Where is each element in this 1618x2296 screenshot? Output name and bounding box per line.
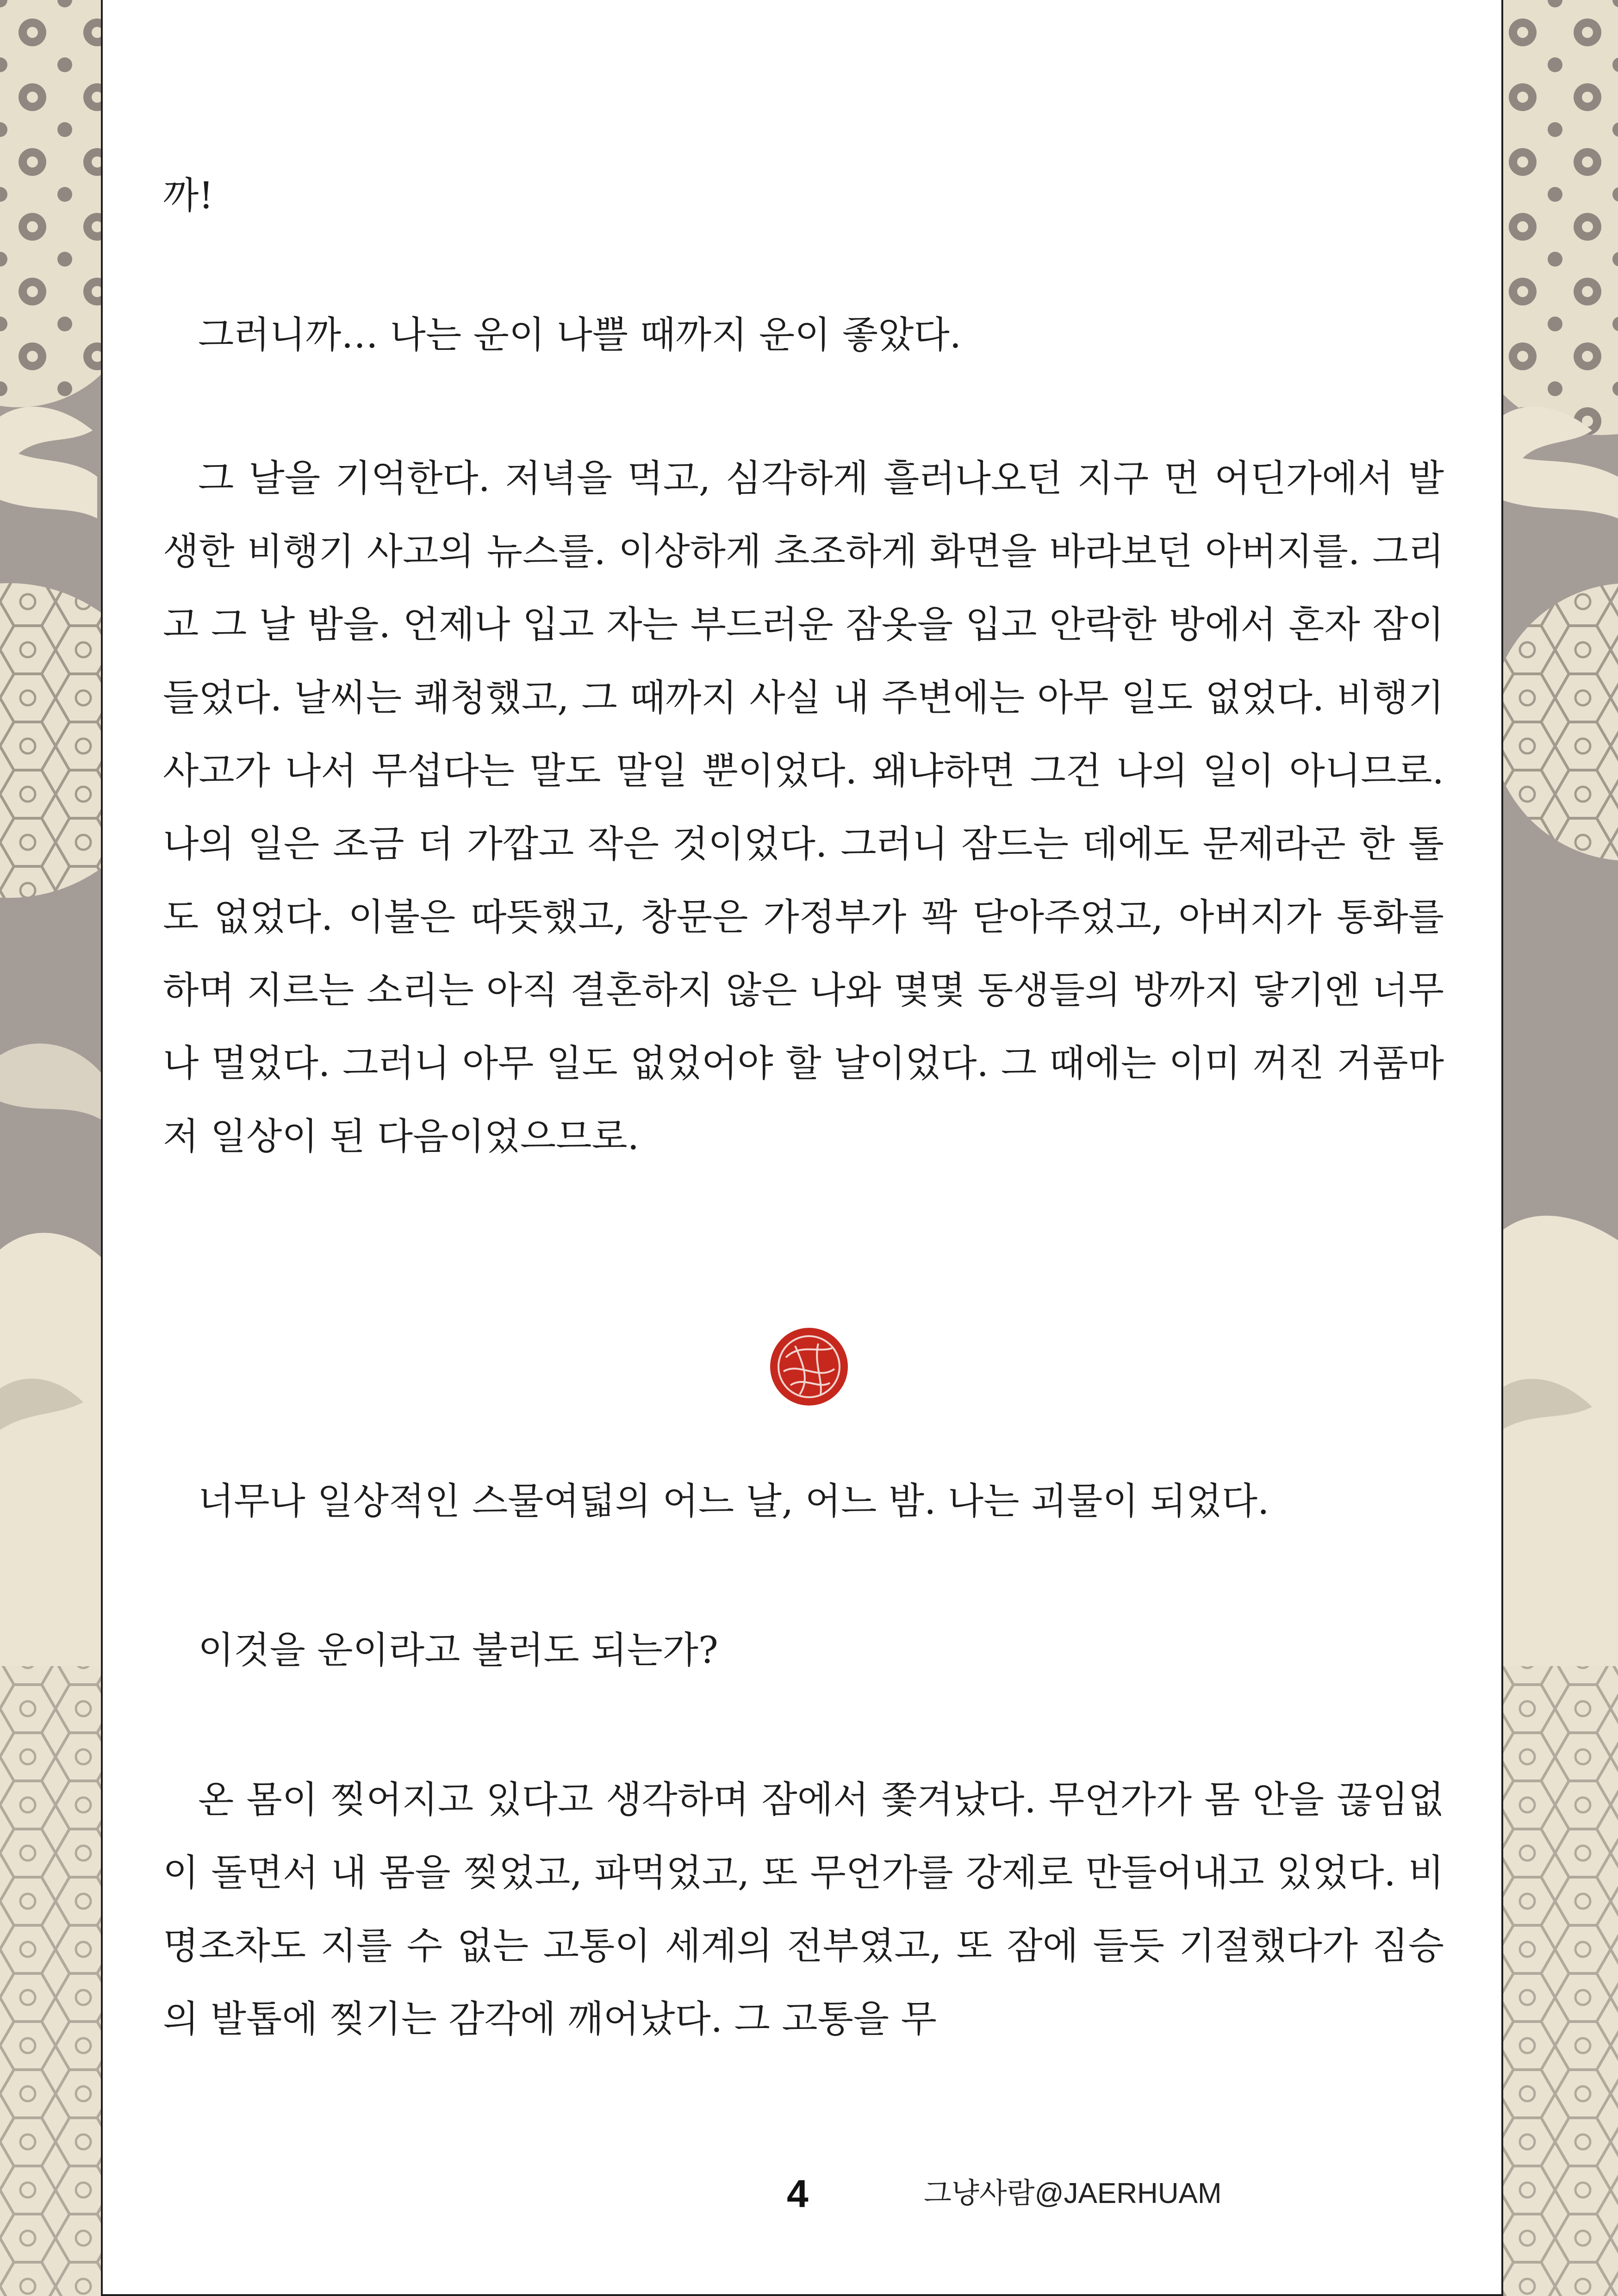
paragraph-1: 까! <box>163 174 214 217</box>
paragraph-2: 그러니까… 나는 운이 나쁠 때까지 운이 좋았다. <box>198 313 962 356</box>
page-number: 4 <box>787 2172 809 2215</box>
paragraph-5: 이것을 운이라고 불러도 되는가? <box>198 1629 718 1672</box>
paragraph-4: 너무나 일상적인 스물여덟의 어느 날, 어느 밤. 나는 괴물이 되었다. <box>198 1480 1270 1523</box>
paragraph-6: 온 몸이 찢어지고 있다고 생각하며 잠에서 쫓겨났다. 무언가가 몸 안을 끊임없이 돌면서 내 몸을 찢었고, 파먹었고, 또 무언가를 강제로 만들어내고 있었다. 비명조차도 지를 수 없는 고통이 세계의 전부였고, 또 잠에 들듯 기절했다가 짐승의 발톱에 찢기는 감각에 깨어났다. 그 고통을 무 <box>163 1778 1444 2041</box>
paragraph-3: 그 날을 기억한다. 저녁을 먹고, 심각하게 흘러나오던 지구 먼 어딘가에서 발생한 비행기 사고의 뉴스를. 이상하게 초조하게 화면을 바라보던 아버지를. 그리고 그 날 밤을. 언제나 입고 자는 부드러운 잠옷을 입고 안락한 방에서 혼자 잠이 들었다. 날씨는 쾌청했고, 그 때까지 사실 내 주변에는 아무 일도 없었다. 비행기 사고가 나서 무섭다는 말도 말일 뿐이었다. 왜냐하면 그건 나의 일이 아니므로. 나의 일은 조금 더 가깝고 작은 것이었다. 그러니 잠드는 데에도 문제라곤 한 톨도 없었다. 이불은 따뜻했고, 창문은 가정부가 꽉 닫아주었고, 아버지가 통화를 하며 지르는 소리는 아직 결혼하지 않은 나와 몇몇 동생들의 방까지 닿기엔 너무나 멀었다. 그러니 아무 일도 없었어야 할 날이었다. 그 때에는 이미 꺼진 거품마저 일상이 된 다음이었으므로. <box>163 457 1444 1158</box>
red-seal-ornament <box>767 1325 851 1408</box>
author-credit: 그냥사람@JAERHUAM <box>924 2178 1222 2209</box>
